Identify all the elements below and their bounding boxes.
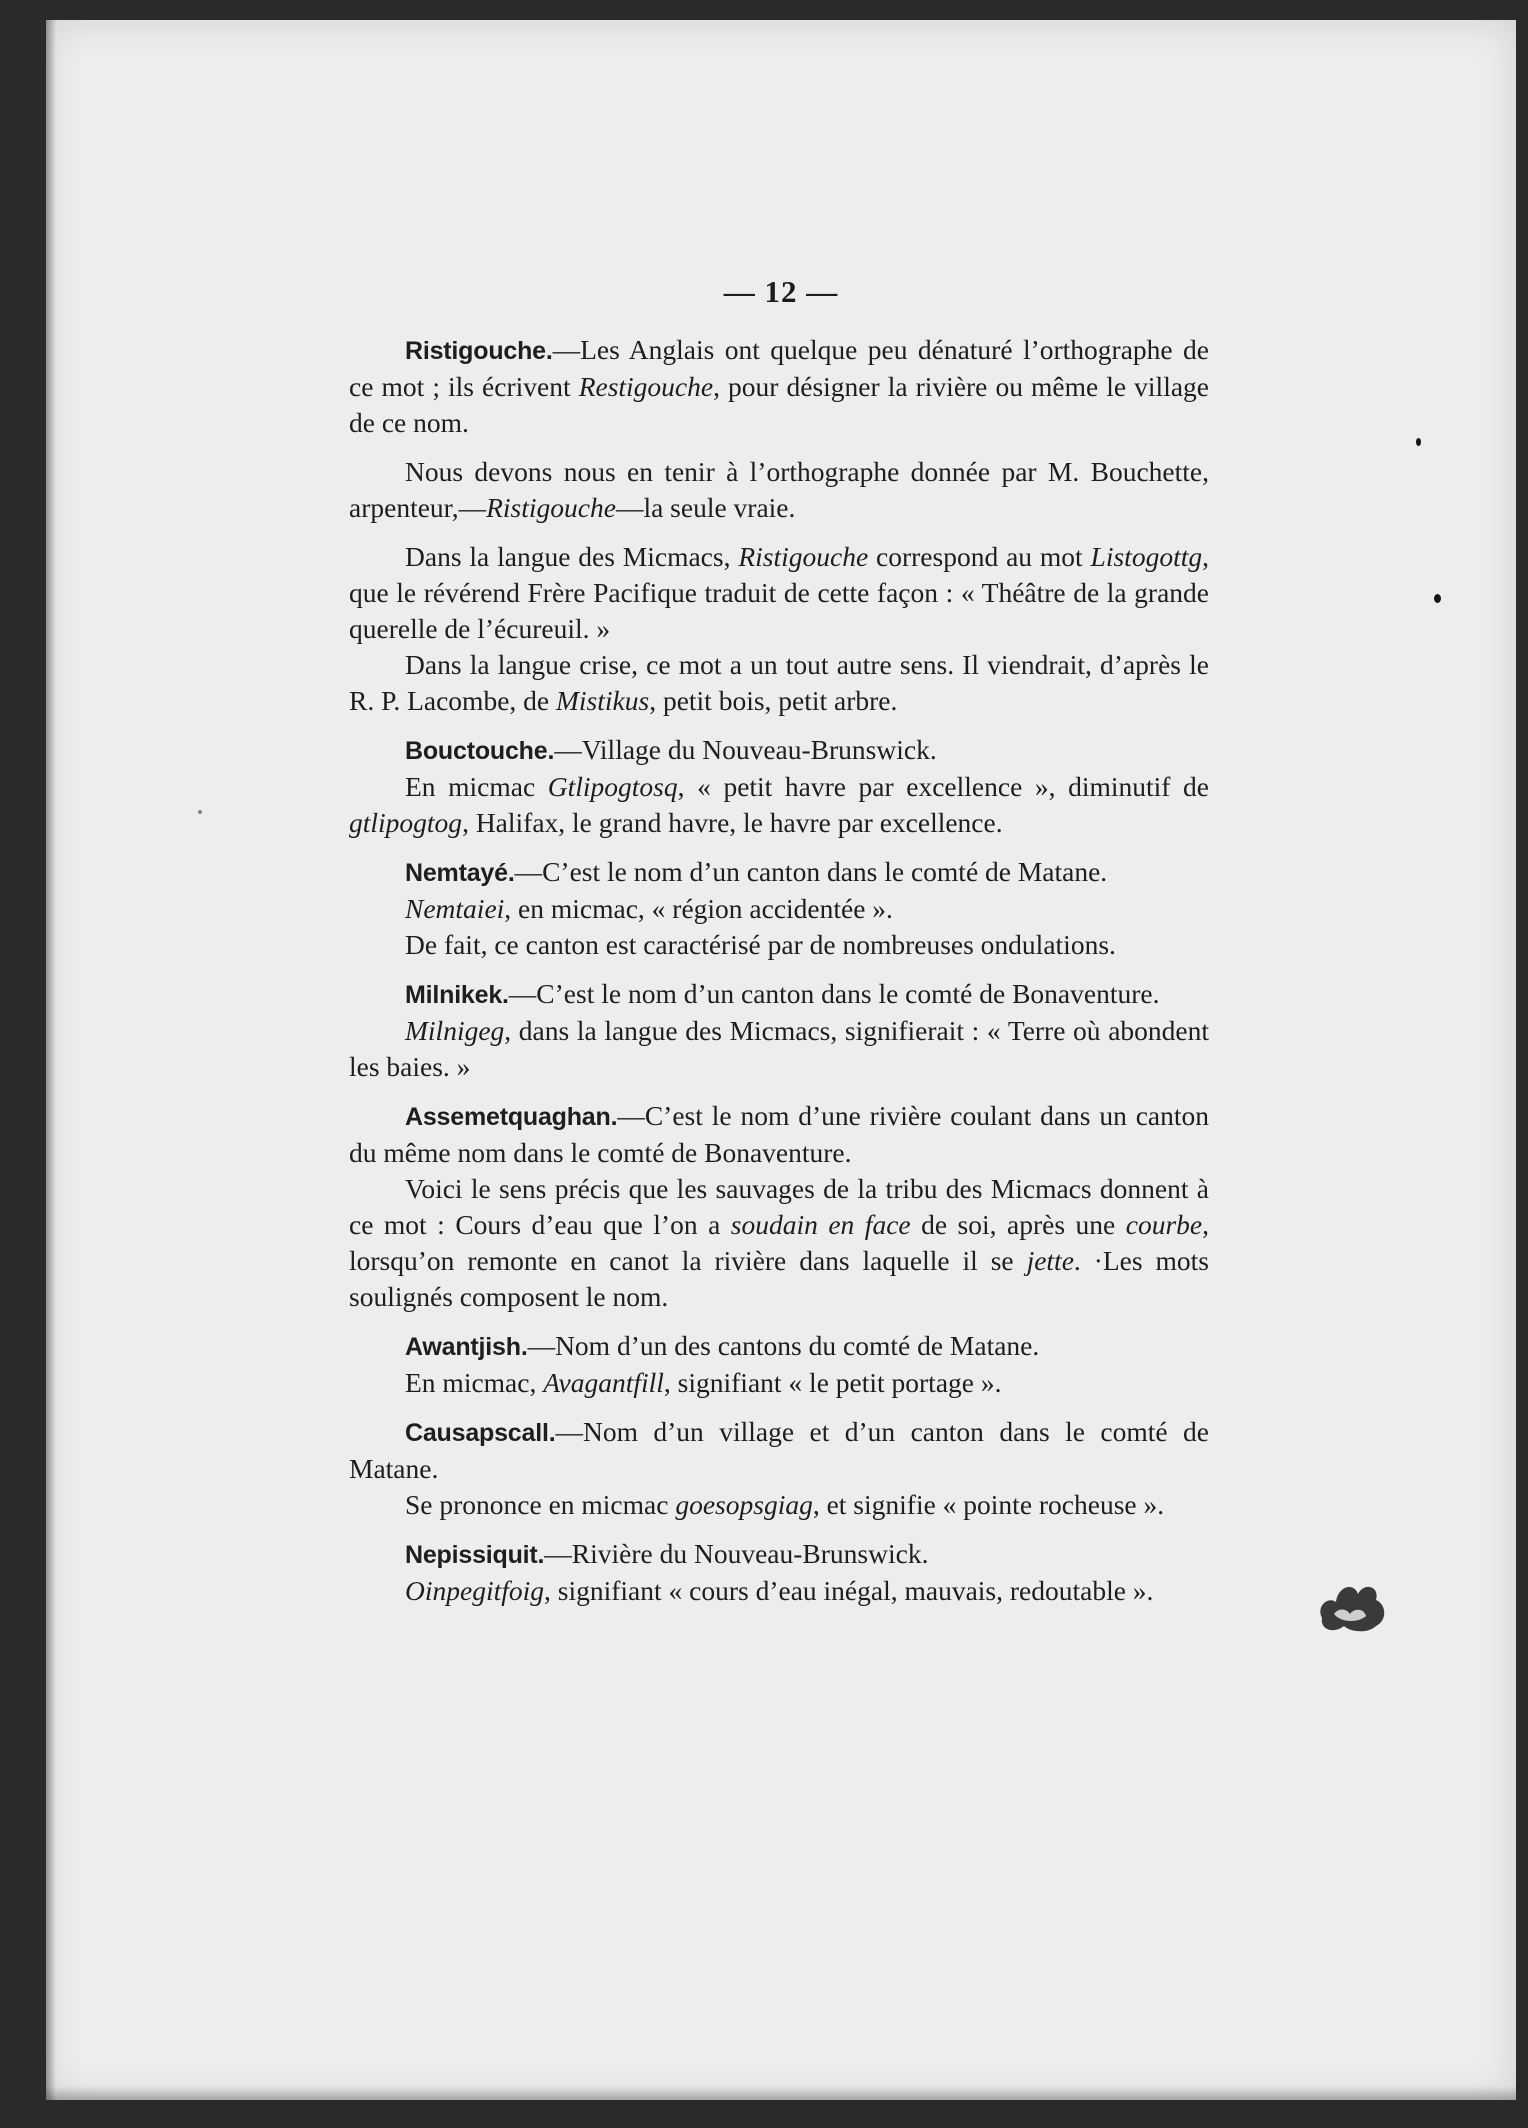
entry-heading-paragraph (349, 1536, 1209, 1573)
ink-blot-icon (1314, 1568, 1390, 1638)
italic-word: Ristigouche (738, 541, 869, 572)
page-shadow-left (46, 20, 56, 2100)
body-text: , signifiant « le petit portage ». (663, 1367, 1002, 1398)
body-text: Voici le sens précis que les sauvages de la tribu des Micmacs donnent à ce mot : Cours d’eau que l’on a (349, 1173, 1209, 1240)
body-text: —Les Anglais ont quelque peu dénaturé l’orthographe de ce mot ; ils écrivent (349, 334, 1209, 402)
italic-word: courbe (1125, 1209, 1203, 1240)
italic-word: gtlipogtog (349, 807, 463, 838)
italic-word: Gtlipogtosq (547, 771, 678, 802)
italic-word: Nemtaiei (405, 893, 505, 924)
body-text: —C’est le nom d’un canton dans le comté de Bonaventure. (508, 978, 1160, 1009)
italic-word: Listogottg (1090, 541, 1203, 572)
entry-paragraph (349, 647, 1209, 719)
italic-word: goesopsgiag (675, 1489, 813, 1520)
italic-word: Ristigouche (486, 492, 616, 523)
body-text: —Rivière du Nouveau-Brunswick. (544, 1538, 929, 1569)
body-text: —Nom d’un des cantons du comté de Matane. (527, 1330, 1040, 1361)
entry-heading-paragraph (349, 332, 1209, 441)
body-text: En micmac (405, 771, 548, 802)
body-text: . ·Les mots soulignés composent le nom. (349, 1245, 1209, 1312)
italic-word: Oinpegitfoig (405, 1575, 545, 1606)
body-text: , pour désigner la rivière ou même le village de ce nom. (349, 371, 1210, 438)
body-text: correspond au mot (868, 541, 1091, 572)
entry-heading-paragraph (349, 732, 1209, 769)
entry-paragraph (349, 1365, 1209, 1401)
body-text: Nous devons nous en tenir à l’orthographe donnée par M. Bouchette, arpenteur,— (349, 456, 1209, 523)
body-text: de soi, après une (910, 1209, 1126, 1240)
body-text: , « petit havre par excellence », diminutif de (677, 771, 1209, 802)
body-text: , lorsqu’on remonte en canot la rivière dans laquelle il se (349, 1209, 1209, 1276)
entry-term: Assemetquaghan. (405, 1103, 618, 1131)
entry-term: Causapscall. (405, 1419, 556, 1447)
italic-word: Mistikus (555, 685, 650, 716)
italic-word: soudain en face (730, 1209, 911, 1240)
entry-paragraph (349, 927, 1209, 963)
entry-paragraph (349, 539, 1209, 647)
page-shadow-bottom (46, 2086, 1516, 2100)
document-page (46, 20, 1516, 2100)
entry-paragraph (349, 1573, 1209, 1609)
entry-term: Ristigouche. (405, 337, 553, 365)
body-text: Se prononce en micmac (405, 1489, 676, 1520)
body-text: —la seule vraie. (615, 492, 796, 523)
glossary-text (349, 332, 1209, 1609)
italic-word: Milnigeg (405, 1015, 505, 1046)
entry-paragraph (349, 1013, 1209, 1085)
entry-heading-paragraph (349, 1414, 1209, 1487)
body-text: , en micmac, « région accidentée ». (504, 893, 893, 924)
entry-heading-paragraph (349, 1328, 1209, 1365)
body-text: En micmac, (405, 1367, 544, 1398)
italic-word: Avagantfill (543, 1367, 664, 1398)
page-number: — 12 — (723, 274, 839, 309)
entry-heading-paragraph (349, 1098, 1209, 1171)
ink-speck (1434, 594, 1441, 603)
body-text: Dans la langue crise, ce mot a un tout autre sens. Il viendrait, d’après le R. P. Lacombe, de (349, 649, 1209, 716)
body-text: , dans la langue des Micmacs, signifierait : « Terre où abondent les baies. » (349, 1015, 1209, 1082)
entry-paragraph (349, 454, 1209, 526)
italic-word: jette (1026, 1245, 1074, 1276)
entry-heading-paragraph (349, 854, 1209, 891)
entry-term: Milnikek. (405, 981, 509, 1009)
body-text: De fait, ce canton est caractérisé par de nombreuses ondulations. (405, 929, 1116, 960)
entry-term: Awantjish. (405, 1333, 528, 1361)
entry-term: Bouctouche. (405, 737, 555, 765)
ink-speck (198, 810, 202, 814)
body-text: , signifiant « cours d’eau inégal, mauvais, redoutable ». (544, 1575, 1154, 1606)
body-text: —Nom d’un village et d’un canton dans le comté de Matane. (349, 1416, 1209, 1484)
body-text: Dans la langue des Micmacs, (405, 541, 739, 572)
entry-heading-paragraph (349, 976, 1209, 1013)
body-text: —Village du Nouveau-Brunswick. (554, 734, 937, 765)
italic-word: Restigouche (578, 371, 714, 402)
entry-paragraph (349, 1487, 1209, 1523)
body-text: —C’est le nom d’un canton dans le comté de Matane. (514, 856, 1108, 887)
body-text: , que le révérend Frère Pacifique traduit de cette façon : « Théâtre de la grande querelle de l’écureuil. » (349, 541, 1209, 644)
entry-paragraph (349, 891, 1209, 927)
entry-paragraph (349, 769, 1209, 841)
body-text: , et signifie « pointe rocheuse ». (812, 1489, 1165, 1520)
entry-term: Nepissiquit. (405, 1541, 545, 1569)
entry-term: Nemtayé. (405, 859, 515, 887)
ink-speck (1416, 438, 1421, 446)
entry-paragraph (349, 1171, 1209, 1315)
body-text: , petit bois, petit arbre. (649, 685, 898, 716)
body-text: , Halifax, le grand havre, le havre par excellence. (462, 807, 1003, 838)
body-text: —C’est le nom d’une rivière coulant dans un canton du même nom dans le comté de Bonaventure. (349, 1100, 1209, 1168)
